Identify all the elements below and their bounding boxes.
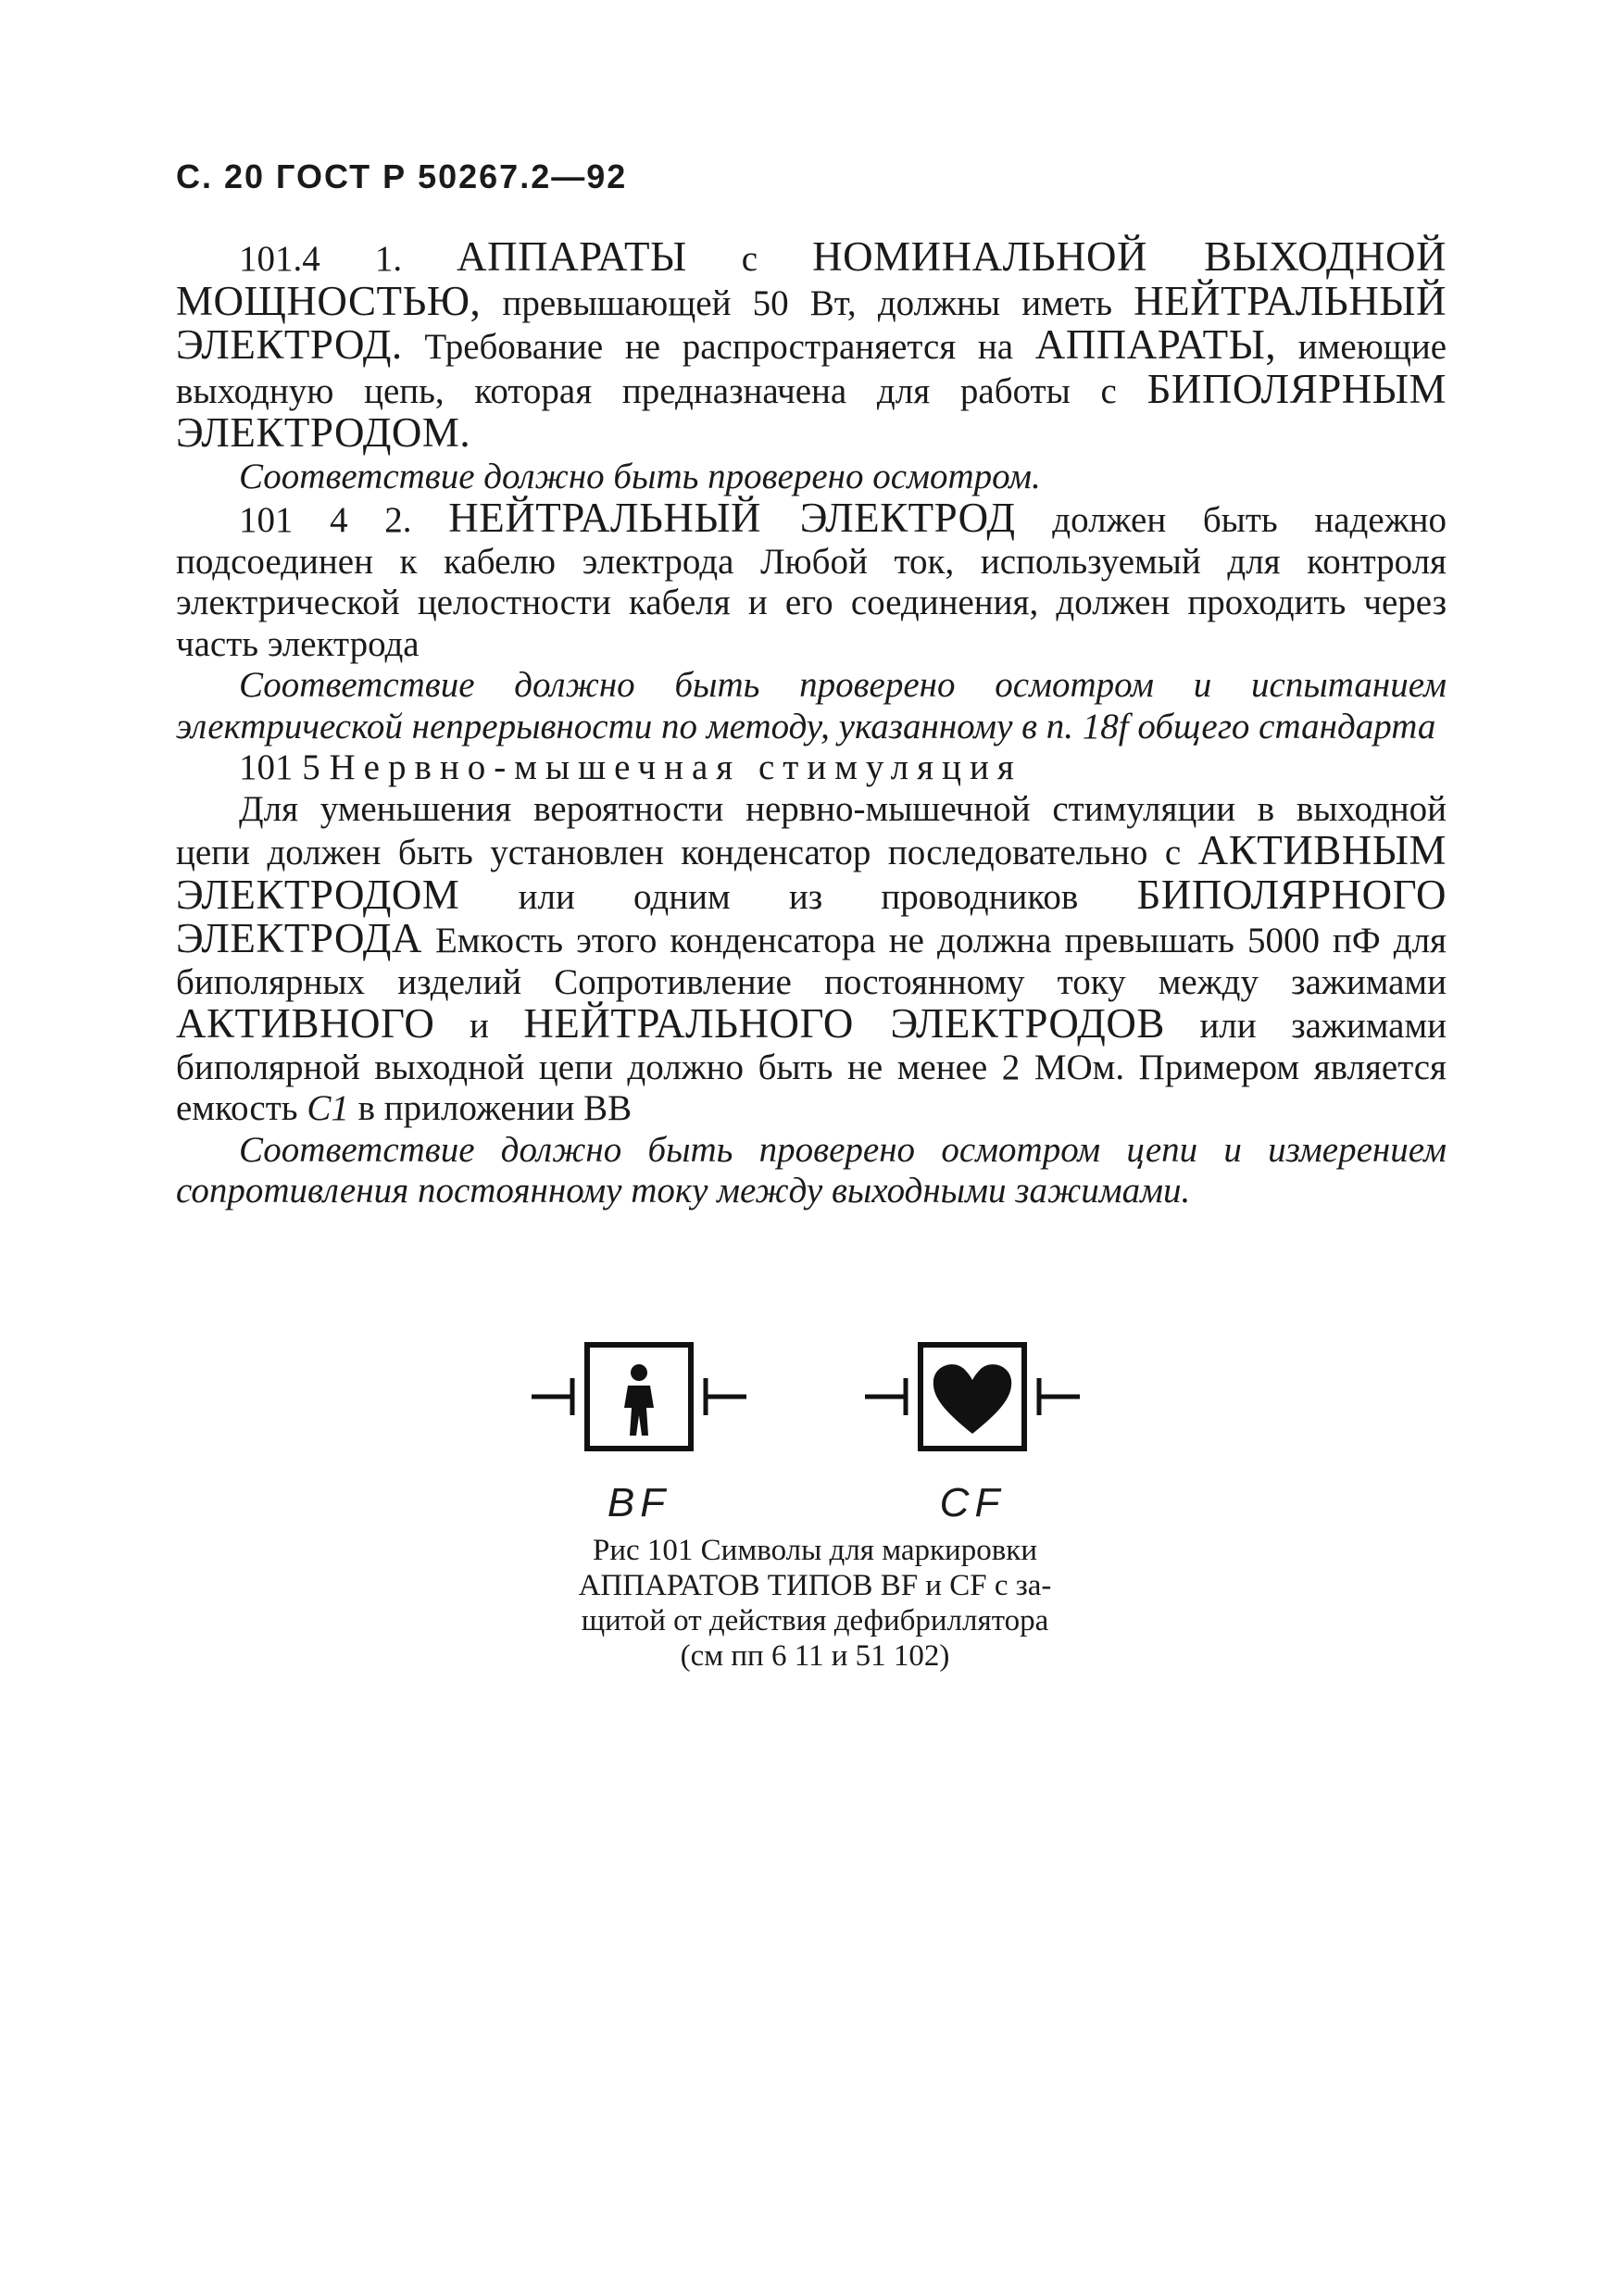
text-run: Требование не распространяется на bbox=[424, 327, 1014, 367]
caps-term: АКТИВНОГО bbox=[176, 1000, 435, 1047]
text-run: или одним из проводников bbox=[518, 876, 1079, 917]
page-header: С. 20 ГОСТ Р 50267.2—92 bbox=[176, 157, 628, 195]
text-run: должен быть надежно подсоединен к кабелю электрода Любой ток, используемый для контроля электрической целостности кабеля и его соединения, должен проходить через часть электрода bbox=[176, 500, 1447, 664]
cf-label: CF bbox=[939, 1480, 1006, 1525]
caps-term: АКТИВНЫМ ЭЛЕКТРОДОМ bbox=[176, 827, 1447, 918]
clause-number: 101 4 2. bbox=[239, 500, 412, 540]
caps-term: НЕЙТРАЛЬНЫЙ ЭЛЕКТРОД bbox=[448, 495, 1016, 541]
caption-line: (см пп 6 11 и 51 102) bbox=[680, 1639, 950, 1673]
compliance-check-3: Соответствие должно быть проверено осмотром цепи и измерением сопротивления постоянному току между выходными зажимами. bbox=[176, 1129, 1447, 1211]
bf-symbol bbox=[519, 1334, 759, 1525]
bf-label: BF bbox=[607, 1480, 671, 1525]
caps-term: АППАРАТЫ, bbox=[1034, 321, 1277, 368]
heart-in-box-defib-icon bbox=[852, 1334, 1093, 1473]
text-run: Для уменьшения вероятности нервно-мышечной стимуляции в выходной цепи должен быть установлен конденсатор последовательно с bbox=[176, 788, 1447, 872]
text-run: Емкость этого конденсатора не должна превышать 5000 пФ для биполярных изделий Сопротивление постоянному току между зажимами bbox=[176, 921, 1447, 1002]
caps-term: НЕЙТРАЛЬНОГО ЭЛЕКТРОДОВ bbox=[523, 1000, 1165, 1047]
compliance-check-1: Соответствие должно быть проверено осмотром. bbox=[239, 456, 1041, 496]
capacitor-ref: C1 bbox=[307, 1088, 349, 1128]
figure-101 bbox=[519, 1334, 1167, 1525]
caption-line: АППАРАТОВ ТИПОВ BF и CF с за- bbox=[578, 1569, 1052, 1602]
cf-symbol bbox=[852, 1334, 1093, 1525]
caption-line: щитой от действия дефибриллятора bbox=[581, 1604, 1049, 1637]
clause-number: 101.4 1. bbox=[239, 239, 403, 279]
caption-line: Рис 101 Символы для маркировки bbox=[593, 1534, 1037, 1567]
clause-101-4-2 bbox=[176, 497, 1447, 665]
compliance-check-2: Соответствие должно быть проверено осмотром и испытанием электрической непрерывности по методу, указанному в п. 18f общего стандарта bbox=[176, 665, 1447, 747]
text-run: с bbox=[741, 239, 758, 279]
clause-number: 101 5 bbox=[239, 747, 320, 787]
clause-101-4-1 bbox=[176, 233, 1447, 457]
caps-term: НОМИНАЛЬНОЙ ВЫХОДНОЙ МОЩНОСТЬЮ, bbox=[176, 233, 1447, 324]
body-text bbox=[176, 233, 1447, 1212]
section-title: Нервно-мышечная стимуляция bbox=[329, 747, 1022, 787]
text-run: или зажимами биполярной выходной цепи должно быть не менее 2 МОм. Примером является емкость bbox=[176, 1006, 1447, 1128]
text-run: и bbox=[469, 1006, 489, 1046]
caps-term: БИПОЛЯРНЫМ ЭЛЕКТРОДОМ. bbox=[176, 365, 1447, 456]
caps-term: БИПОЛЯРНОГО ЭЛЕКТРОДА bbox=[176, 871, 1447, 961]
text-run: в приложении ВВ bbox=[357, 1088, 633, 1128]
clause-101-5-heading bbox=[176, 747, 1447, 789]
caps-term: НЕЙТРАЛЬНЫЙ ЭЛЕКТРОД. bbox=[176, 277, 1447, 368]
text-run: имеющие выходную цепь, которая предназначена для работы с bbox=[176, 327, 1447, 411]
figure-caption bbox=[500, 1533, 1130, 1674]
clause-101-5-body bbox=[176, 789, 1447, 1130]
caps-term: АППАРАТЫ bbox=[457, 233, 687, 280]
person-in-box-defib-icon bbox=[519, 1334, 759, 1473]
text-run: превышающей 50 Вт, должны иметь bbox=[502, 282, 1112, 323]
